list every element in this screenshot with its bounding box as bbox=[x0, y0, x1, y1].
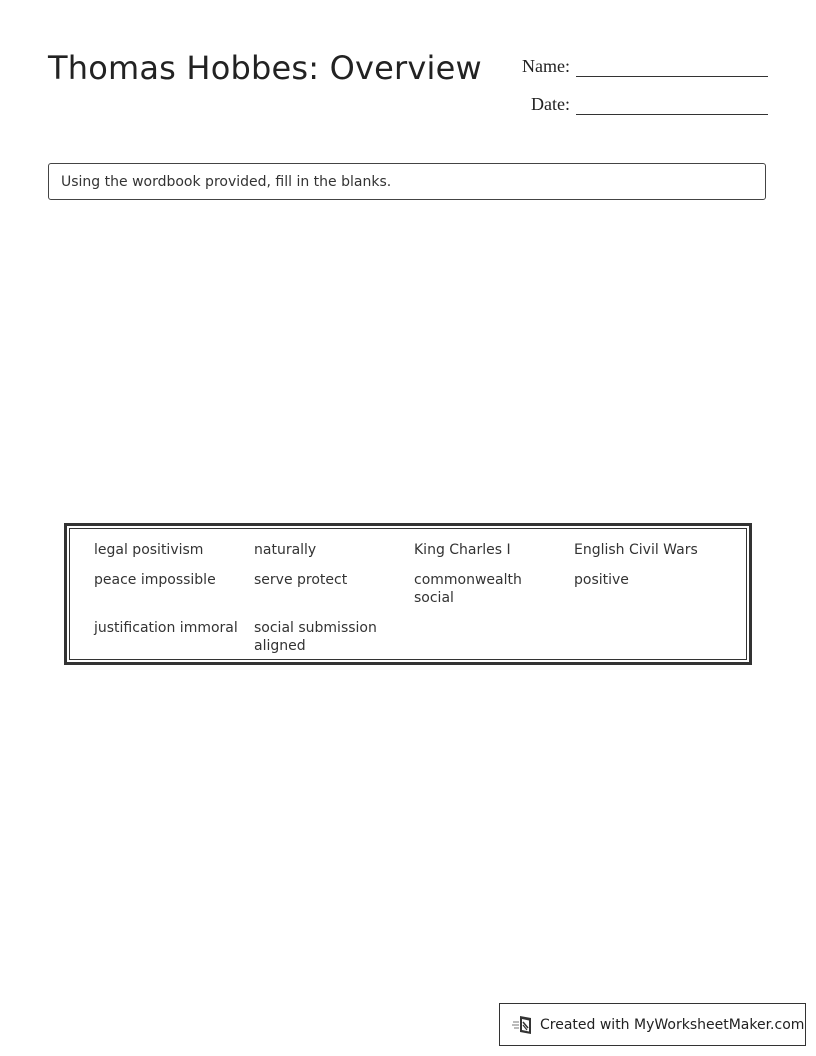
name-field-row bbox=[500, 52, 768, 77]
name-blank-line[interactable] bbox=[576, 52, 768, 77]
instructions-text: Using the wordbook provided, fill in the blanks. bbox=[61, 174, 392, 190]
word-bank-item: English Civil Wars bbox=[574, 542, 698, 558]
footer-credit-text: Created with MyWorksheetMaker.com bbox=[540, 1016, 805, 1033]
word-bank bbox=[64, 523, 752, 665]
word-bank-item: King Charles I bbox=[414, 542, 511, 558]
word-bank-item: naturally bbox=[254, 542, 317, 558]
date-label: Date: bbox=[531, 94, 570, 114]
instructions-box bbox=[48, 163, 766, 200]
name-label: Name: bbox=[522, 56, 570, 76]
word-bank-item: commonwealth social bbox=[414, 572, 522, 606]
date-field-row bbox=[500, 90, 768, 115]
word-bank-item: social submission aligned bbox=[254, 620, 377, 654]
word-bank-item: peace impossible bbox=[94, 572, 216, 588]
word-bank-item: positive bbox=[574, 572, 629, 588]
word-bank-item: serve protect bbox=[254, 572, 348, 588]
footer-credit[interactable] bbox=[499, 1003, 806, 1046]
word-bank-grid bbox=[94, 541, 746, 655]
word-bank-item: justification immoral bbox=[94, 620, 238, 636]
date-blank-line[interactable] bbox=[576, 90, 768, 115]
word-bank-item: legal positivism bbox=[94, 542, 204, 558]
worksheet-maker-logo-icon bbox=[512, 1014, 534, 1036]
page-title: Thomas Hobbes: Overview bbox=[48, 49, 482, 87]
word-bank-inner bbox=[69, 528, 747, 660]
